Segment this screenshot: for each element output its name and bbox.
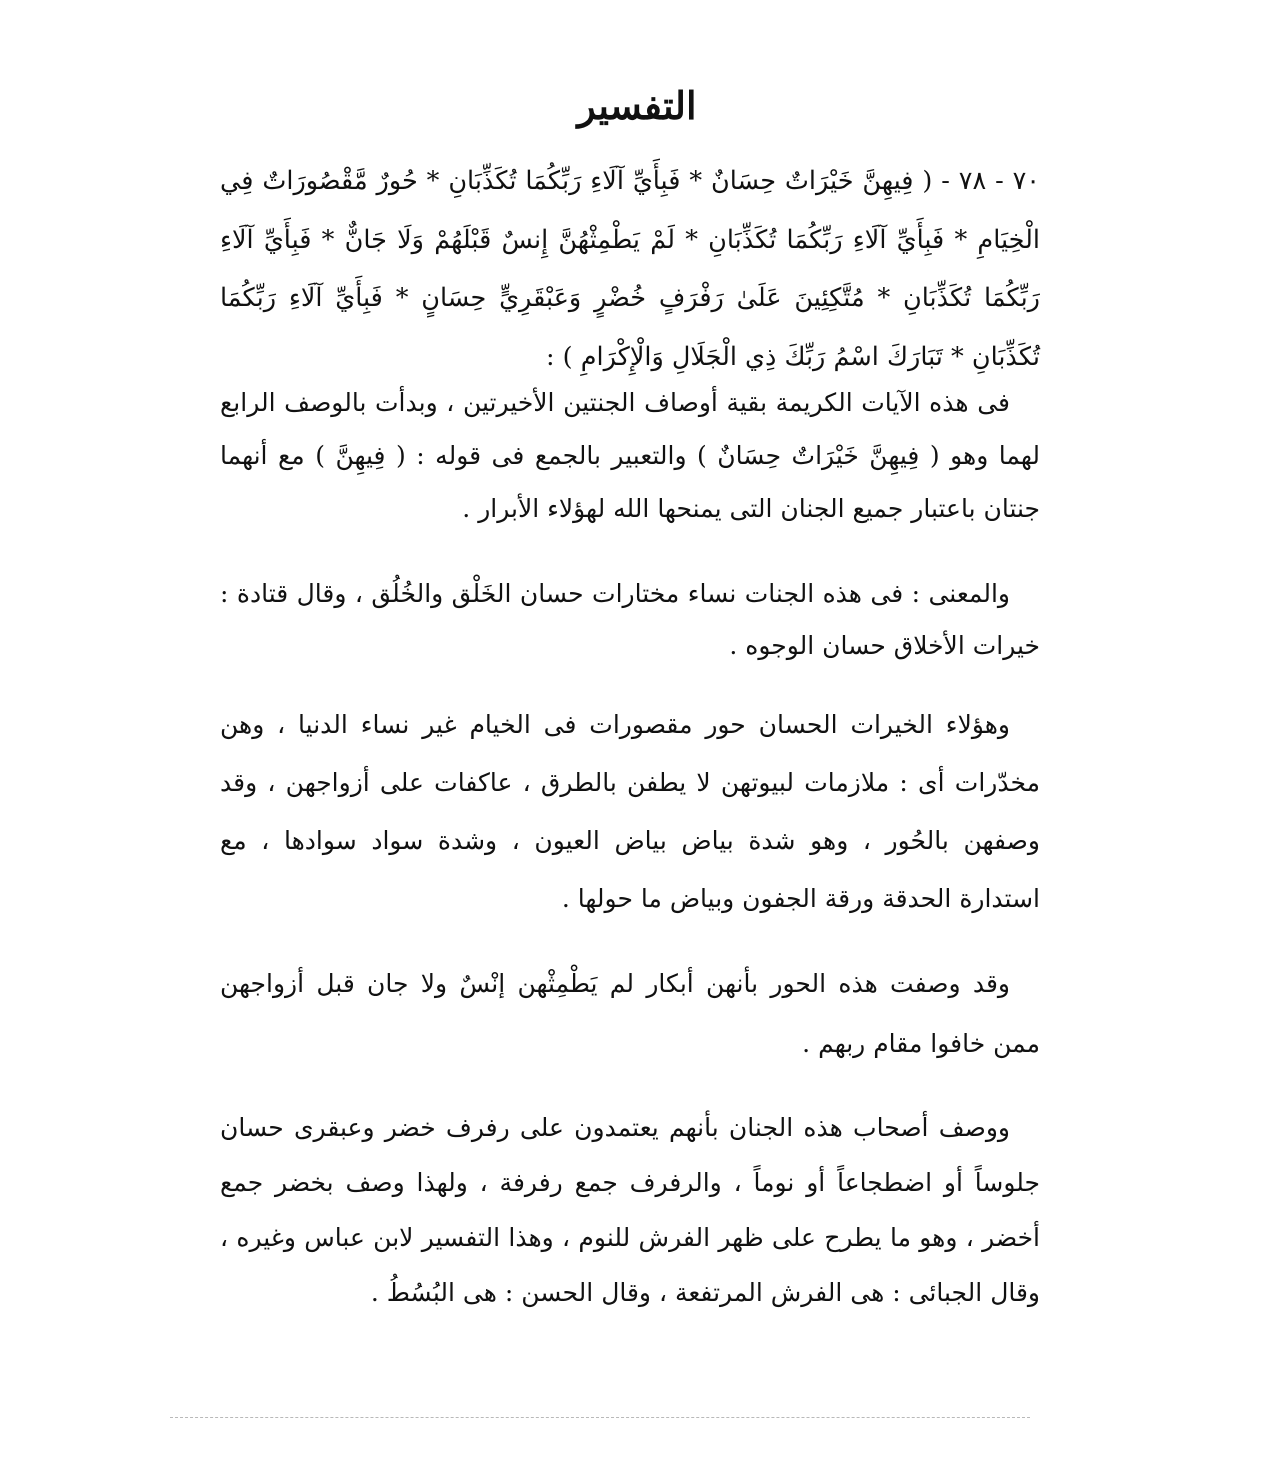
paragraph-2: والمعنى : فى هذه الجنات نساء مختارات حسان الخَلْق والخُلُق ، وقال قتادة : خيرات الأخلاق حسان الوجوه . [220, 579, 1040, 660]
paragraph-4: وقد وصفت هذه الحور بأنهن أبكار لم يَطْمِثْهن إنْسٌ ولا جان قبل أزواجهن ممن خافوا مقام ربهم . [220, 969, 1040, 1058]
paragraph-5: ووصف أصحاب هذه الجنان بأنهم يعتمدون على رفرف خضر وعبقرى حسان جلوساً أو اضطجاعاً أو نوماً ، والرفرف جمع رفرفة ، ولهذا وصف بخضر جمع أخضر ، وهو ما يطرح على ظهر الفرش للنوم ، وهذا التفسير لابن عباس وغيره ، وقال الجبائى : هى الفرش المرتفعة ، وقال الحسن : هى البُسُطُ . [220, 1113, 1040, 1307]
page-title: التفسير [577, 83, 697, 128]
paragraph-1: فى هذه الآيات الكريمة بقية أوصاف الجنتين الأخيرتين ، وبدأت بالوصف الرابع لهما وهو ( فِيهِنَّ خَيْرَاتٌ حِسَانٌ ) والتعبير بالجمع فى قوله : ( فِيهِنَّ ) مع أنهما جنتان باعتبار جميع الجنان التى يمنحها الله لهؤلاء الأبرار . [220, 388, 1040, 523]
paragraph-3: وهؤلاء الخيرات الحسان حور مقصورات فى الخيام غير نساء الدنيا ، وهن مخدّرات أى : ملازمات لبيوتهن لا يطفن بالطرق ، عاكفات على أزواجهن ، وقد وصفهن بالحُور ، وهو شدة بياض بياض العيون ، وشدة سواد سوادها ، مع استدارة الحدقة ورقة الجفون وبياض ما حولها . [220, 710, 1040, 913]
footer-divider [170, 1417, 1030, 1418]
quran-verse-block: ٧٠ - ٧٨ - ( فِيهِنَّ خَيْرَاتٌ حِسَانٌ * فَبِأَيِّ آلَاءِ رَبِّكُمَا تُكَذِّبَانِ * حُورٌ مَّقْصُورَاتٌ فِي الْخِيَامِ * فَبِأَيِّ آلَاءِ رَبِّكُمَا تُكَذِّبَانِ * لَمْ يَطْمِثْهُنَّ إِنسٌ قَبْلَهُمْ وَلَا جَانٌّ * فَبِأَيِّ آلَاءِ رَبِّكُمَا تُكَذِّبَانِ * مُتَّكِئِينَ عَلَىٰ رَفْرَفٍ خُضْرٍ وَعَبْقَرِيٍّ حِسَانٍ * فَبِأَيِّ آلَاءِ رَبِّكُمَا تُكَذِّبَانِ * تَبَارَكَ اسْمُ رَبِّكَ ذِي الْجَلَالِ وَالْإِكْرَامِ ) : [220, 166, 1041, 372]
